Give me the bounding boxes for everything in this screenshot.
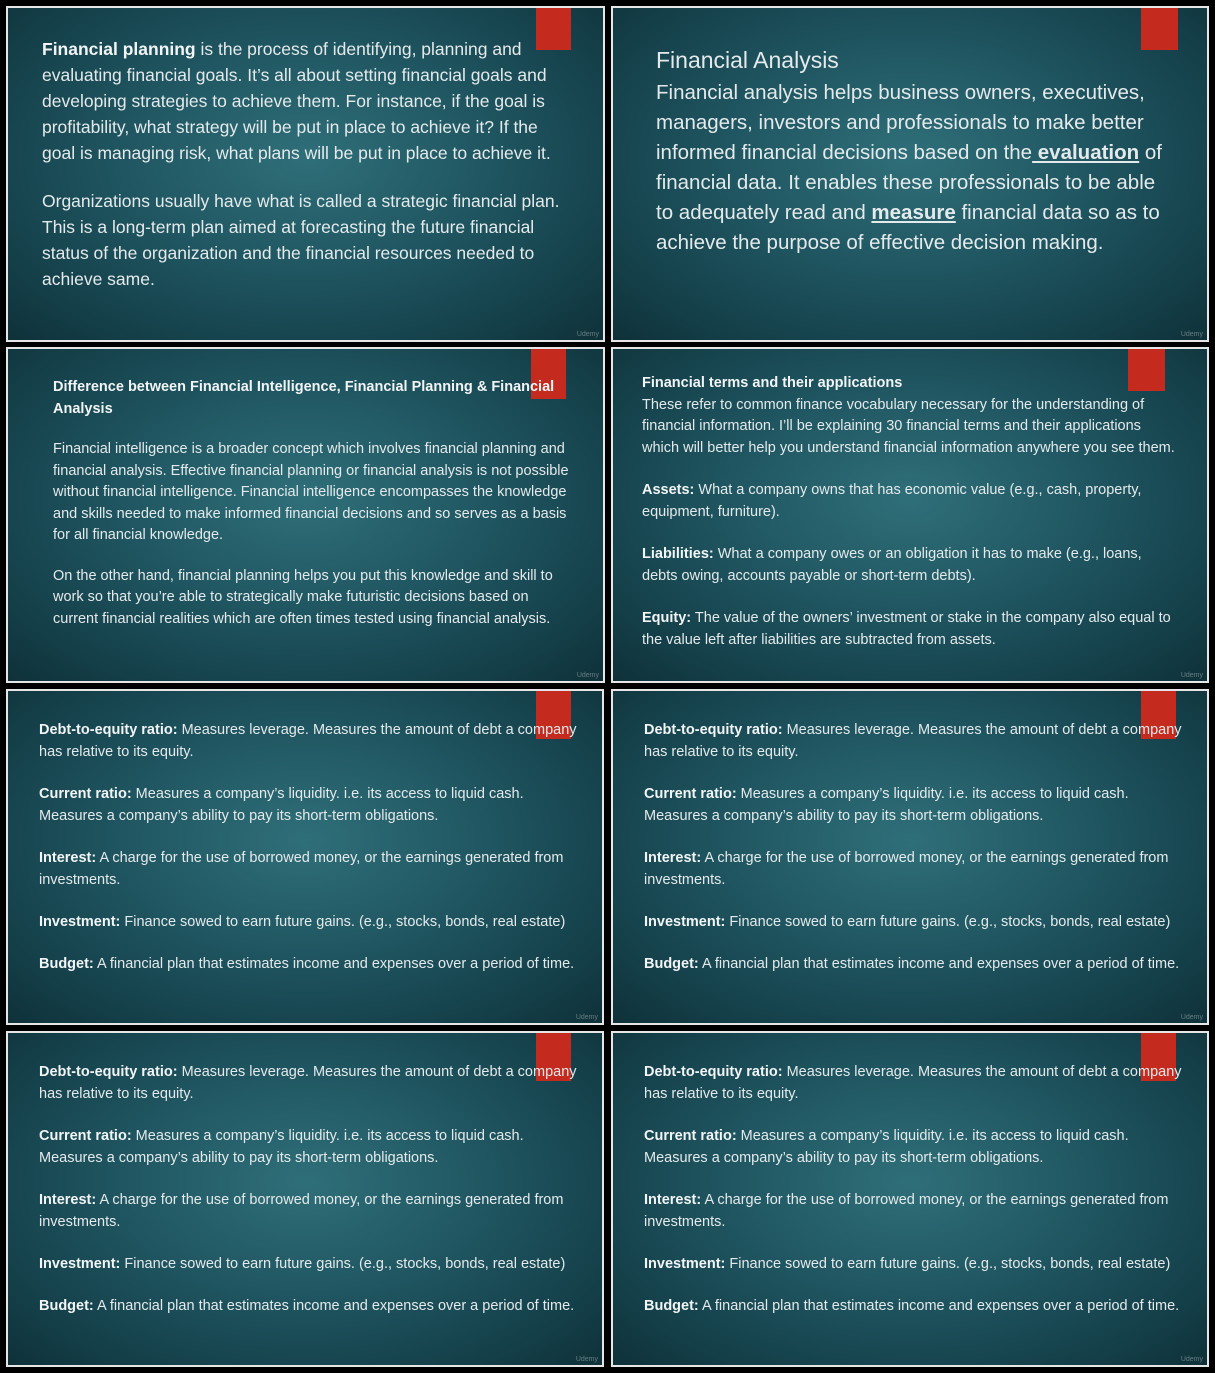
term-label: Liabilities: xyxy=(642,546,714,562)
term-definition: Measures leverage. Measures the amount of debt a company has relative to its equity. xyxy=(644,1064,1182,1102)
term-label: Current ratio: xyxy=(644,786,737,802)
term-entry xyxy=(644,1253,1184,1275)
term-entry xyxy=(642,480,1177,523)
term-label: Interest: xyxy=(39,1192,97,1208)
term-label: Investment: xyxy=(39,914,121,930)
paragraph-text: of financial data. It enables these professionals to be able to adequately read and xyxy=(656,141,1162,224)
watermark: Udemy xyxy=(1180,331,1203,338)
term-definition: A charge for the use of borrowed money, or the earnings generated from investments. xyxy=(644,850,1169,888)
term-definition: Measures leverage. Measures the amount of debt a company has relative to its equity. xyxy=(39,1064,577,1102)
term-label: Current ratio: xyxy=(39,1128,132,1144)
slide-title: Financial Analysis xyxy=(656,47,839,73)
emphasis-evaluation: evaluation xyxy=(1032,141,1140,164)
term-definition: A charge for the use of borrowed money, or the earnings generated from investments. xyxy=(39,850,564,888)
slide-body xyxy=(39,1061,579,1317)
term-definition: Finance sowed to earn future gains. (e.g., stocks, bonds, real estate) xyxy=(725,1256,1171,1272)
term-label: Current ratio: xyxy=(39,786,132,802)
term-label: Budget: xyxy=(644,956,699,972)
term-label: Budget: xyxy=(39,1298,94,1314)
term-definition: Measures a company’s liquidity. i.e. its access to liquid cash. Measures a company’s ability to pay its short-term obligations. xyxy=(644,786,1129,824)
term-definition: A financial plan that estimates income and expenses over a period of time. xyxy=(698,1298,1180,1314)
slide-body xyxy=(644,1061,1184,1317)
term-entry xyxy=(39,953,579,975)
paragraph-text: is the process of identifying, planning and evaluating financial goals. It’s all about setting financial goals and developing strategies to achieve them. For instance, if the goal is profitability, what strategy will be put in place to achieve it? If the goal is managing risk, what plans will be put in place to achieve it. xyxy=(42,39,551,163)
slide-body xyxy=(42,36,572,292)
term-entry xyxy=(644,1125,1184,1169)
slide-heading: Financial terms and their applications xyxy=(642,375,903,391)
term-entry xyxy=(644,1061,1184,1105)
term-label: Debt-to-equity ratio: xyxy=(39,1064,178,1080)
term-entry xyxy=(39,1125,579,1169)
slide-body xyxy=(644,719,1184,975)
paragraph-text: financial data so as to achieve the purpose of effective decision making. xyxy=(656,201,1160,254)
term-label: Assets: xyxy=(642,482,695,498)
term-entry xyxy=(644,783,1184,827)
term-definition: A charge for the use of borrowed money, or the earnings generated from investments. xyxy=(39,1192,564,1230)
watermark: Udemy xyxy=(575,1014,598,1021)
slide-terms-ratios[interactable] xyxy=(611,689,1209,1025)
term-label: Current ratio: xyxy=(644,1128,737,1144)
term-definition: Finance sowed to earn future gains. (e.g., stocks, bonds, real estate) xyxy=(725,914,1171,930)
term-entry xyxy=(642,544,1177,587)
paragraph: These refer to common finance vocabulary necessary for the understanding of financial information. I’ll be explaining 30 financial terms and their applications which will better help you understand financial information anywhere you see them. xyxy=(642,396,1175,456)
paragraph xyxy=(656,78,1176,258)
emphasis-measure: measure xyxy=(871,201,956,224)
term-definition: Measures a company’s liquidity. i.e. its access to liquid cash. Measures a company’s ability to pay its short-term obligations. xyxy=(644,1128,1129,1166)
term-definition: The value of the owners’ investment or stake in the company also equal to the value left after liabilities are subtracted from assets. xyxy=(642,610,1171,648)
term-label: Interest: xyxy=(644,850,702,866)
term-entry xyxy=(39,1189,579,1233)
term-label: Debt-to-equity ratio: xyxy=(39,722,178,738)
term-definition: Finance sowed to earn future gains. (e.g., stocks, bonds, real estate) xyxy=(120,914,566,930)
term-entry xyxy=(644,847,1184,891)
term-entry xyxy=(644,719,1184,763)
slide-terms-ratios[interactable] xyxy=(6,1031,604,1367)
watermark: Udemy xyxy=(1180,1014,1203,1021)
term-label: Interest: xyxy=(39,850,97,866)
term-label: Budget: xyxy=(39,956,94,972)
slide-difference[interactable] xyxy=(6,347,605,683)
term-entry xyxy=(39,1295,579,1317)
term-entry xyxy=(644,911,1184,933)
slide-terms-ratios[interactable] xyxy=(6,689,604,1025)
paragraph xyxy=(42,36,572,166)
slide-terms-ratios[interactable] xyxy=(611,1031,1209,1367)
term-entry xyxy=(39,719,579,763)
watermark: Udemy xyxy=(1180,672,1203,679)
paragraph: Financial intelligence is a broader concept which involves financial planning and financial analysis. Effective financial planning or financial analysis is not possible without financial intelligence. Financial intelligence encompasses the knowledge and skills needed to make informed financial decisions and so serves as a basis for all financial knowledge. xyxy=(53,441,569,543)
term-entry xyxy=(644,953,1184,975)
term-entry xyxy=(39,1061,579,1105)
slide-financial-terms[interactable] xyxy=(611,347,1209,683)
watermark: Udemy xyxy=(575,1356,598,1363)
term-definition: A financial plan that estimates income and expenses over a period of time. xyxy=(698,956,1180,972)
term-entry xyxy=(644,1295,1184,1317)
term-label: Debt-to-equity ratio: xyxy=(644,1064,783,1080)
paragraph: Organizations usually have what is called a strategic financial plan. This is a long-term plan aimed at forecasting the future financial status of the organization and the financial resources needed to achieve same. xyxy=(42,191,560,289)
watermark: Udemy xyxy=(576,672,599,679)
term-definition: Measures a company’s liquidity. i.e. its access to liquid cash. Measures a company’s ability to pay its short-term obligations. xyxy=(39,786,524,824)
term-definition: A charge for the use of borrowed money, or the earnings generated from investments. xyxy=(644,1192,1169,1230)
term-definition: What a company owes or an obligation it has to make (e.g., loans, debts owing, accounts payable or short-term debts). xyxy=(642,546,1142,584)
term-entry xyxy=(644,1189,1184,1233)
term-entry xyxy=(39,1253,579,1275)
term-entry xyxy=(39,783,579,827)
paragraph-text: Financial analysis helps business owners, executives, managers, investors and professionals to make better informed financial decisions based on the xyxy=(656,81,1145,164)
watermark: Udemy xyxy=(576,331,599,338)
slide-financial-analysis[interactable] xyxy=(611,6,1209,342)
term-label: Budget: xyxy=(644,1298,699,1314)
term-label: Interest: xyxy=(644,1192,702,1208)
term-entry xyxy=(642,608,1177,651)
slide-body xyxy=(656,44,1176,258)
term-entry xyxy=(39,847,579,891)
paragraph: On the other hand, financial planning helps you put this knowledge and skill to work so that you’re able to strategically make futuristic decisions based on current financial realities which are often times tested using financial analysis. xyxy=(53,567,553,627)
watermark: Udemy xyxy=(1180,1356,1203,1363)
slide-financial-planning[interactable] xyxy=(6,6,605,342)
slide-body xyxy=(39,719,579,975)
slide-heading: Difference between Financial Intelligence, Financial Planning & Financial Analysis xyxy=(53,379,555,417)
term-definition: Measures leverage. Measures the amount of debt a company has relative to its equity. xyxy=(644,722,1182,760)
term-definition: What a company owns that has economic value (e.g., cash, property, equipment, furniture). xyxy=(642,482,1142,520)
term-definition: Measures leverage. Measures the amount of debt a company has relative to its equity. xyxy=(39,722,577,760)
term-definition: A financial plan that estimates income and expenses over a period of time. xyxy=(93,1298,575,1314)
slide-body xyxy=(53,377,573,630)
term-definition: Finance sowed to earn future gains. (e.g., stocks, bonds, real estate) xyxy=(120,1256,566,1272)
slide-body xyxy=(642,373,1177,651)
term-label: Investment: xyxy=(39,1256,121,1272)
term-label: Equity: xyxy=(642,610,692,626)
term-entry xyxy=(39,911,579,933)
term-label: Investment: xyxy=(644,1256,726,1272)
term-label: Investment: xyxy=(644,914,726,930)
term-definition: Measures a company’s liquidity. i.e. its access to liquid cash. Measures a company’s ability to pay its short-term obligations. xyxy=(39,1128,524,1166)
term-label: Financial planning xyxy=(42,39,196,59)
term-definition: A financial plan that estimates income and expenses over a period of time. xyxy=(93,956,575,972)
term-label: Debt-to-equity ratio: xyxy=(644,722,783,738)
